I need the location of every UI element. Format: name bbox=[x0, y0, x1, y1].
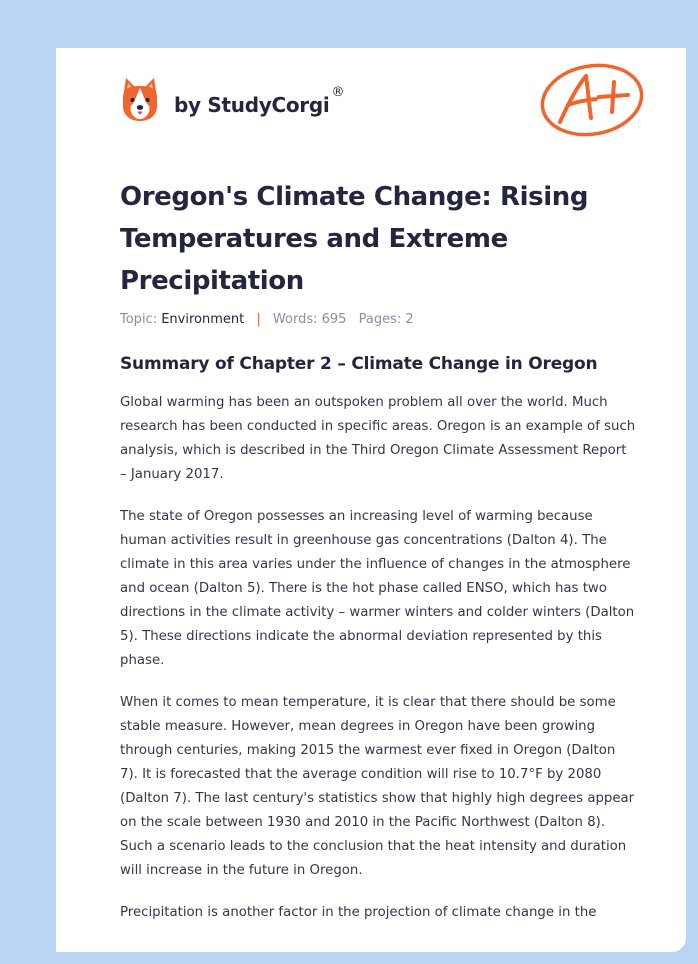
words-label: Words: bbox=[272, 312, 318, 327]
a-plus-icon bbox=[536, 60, 650, 140]
paragraph: Precipitation is another factor in the projection of climate change in the bbox=[120, 905, 597, 920]
topic-value[interactable]: Environment bbox=[161, 312, 245, 327]
document-title: Oregon's Climate Change: Rising Temperatures and Extreme Precipitation bbox=[120, 182, 589, 296]
corgi-icon bbox=[120, 76, 160, 122]
meta-separator: | bbox=[256, 312, 261, 327]
paragraph: When it comes to mean temperature, it is clear that there should be some stable measure. However, mean degrees in Oregon have been growing through centuries, making 2015 the warmest ever fixed in Oregon (Dalton 7). It is forecasted that the average condition will rise to 10.7°F by 2080 (Dalton 7). The last century's statistics show that highly high degrees appear on the scale between 1930 and 2010 in the Pacific Northwest (Dalton 8). Such a scenario leads to the conclusion that the heat intensity and duration will increase in the future in Oregon. bbox=[120, 695, 635, 878]
paragraph: Global warming has been an outspoken problem all over the world. Much research has been conducted in specific areas. Oregon is an example of such analysis, which is described in the Third Oregon Climate Assessment Report – January 2017. bbox=[120, 395, 636, 482]
brand-name: by StudyCorgi® bbox=[174, 85, 345, 117]
document-meta bbox=[120, 312, 414, 327]
topic-label: Topic: bbox=[120, 312, 158, 327]
section-heading: Summary of Chapter 2 – Climate Change in Oregon bbox=[120, 354, 598, 374]
pages-value: 2 bbox=[405, 312, 414, 327]
paragraph: The state of Oregon possesses an increasing level of warming because human activities result in greenhouse gas concentrations (Dalton 4). The climate in this area varies under the influence of changes in the atmosphere and ocean (Dalton 5). There is the hot phase called ENSO, which has two directions in the climate activity – warmer winters and colder winters (Dalton 5). These directions indicate the abnormal deviation represented by this phase. bbox=[120, 509, 635, 668]
brand[interactable] bbox=[120, 76, 344, 122]
document-page bbox=[56, 48, 686, 952]
words-value: 695 bbox=[321, 312, 347, 327]
document-body bbox=[120, 391, 636, 943]
registered-mark: ® bbox=[331, 85, 345, 100]
pages-label: Pages: bbox=[358, 312, 402, 327]
